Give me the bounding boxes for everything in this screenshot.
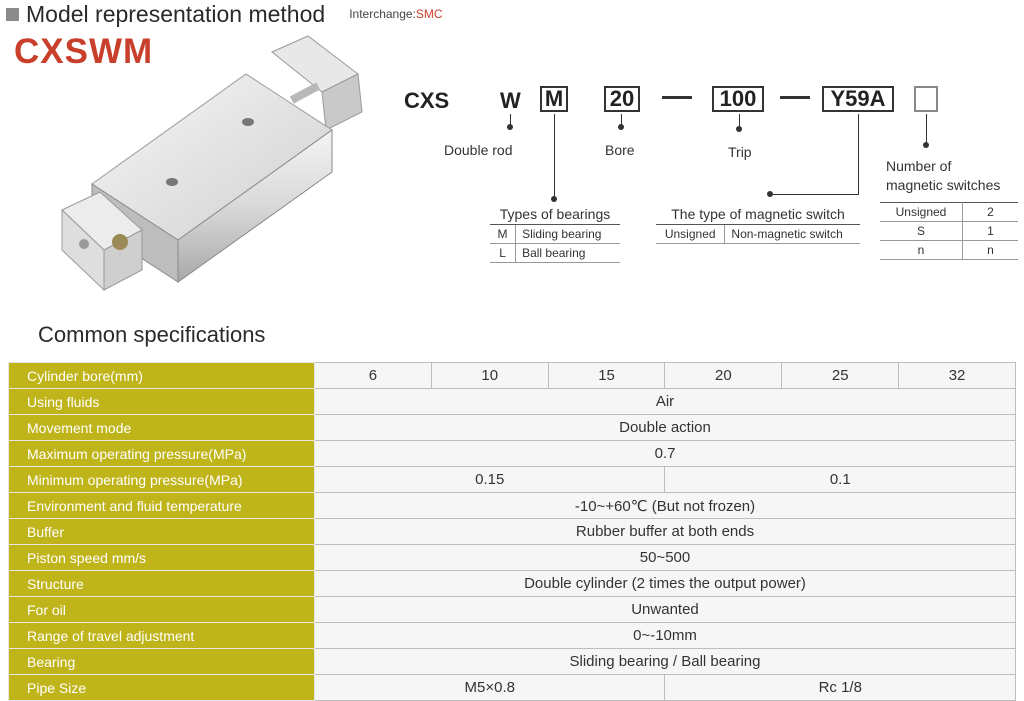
table-row bbox=[9, 415, 1016, 441]
switch-type-table bbox=[656, 204, 860, 244]
spec-label: Range of travel adjustment bbox=[9, 623, 315, 649]
connector-dot bbox=[923, 142, 929, 148]
spec-label: Piston speed mm/s bbox=[9, 545, 315, 571]
bearing-desc: Ball bearing bbox=[516, 244, 620, 263]
table-row bbox=[9, 649, 1016, 675]
spec-value: 0.1 bbox=[665, 467, 1016, 493]
code-dash-1 bbox=[662, 96, 692, 99]
table-row bbox=[9, 545, 1016, 571]
switch-desc: Non-magnetic switch bbox=[725, 225, 860, 244]
spec-value: Rubber buffer at both ends bbox=[315, 519, 1016, 545]
count-value: 1 bbox=[963, 222, 1019, 241]
interchange-label: Interchange: bbox=[349, 7, 416, 21]
bearing-code: M bbox=[490, 225, 516, 244]
switch-code: Unsigned bbox=[656, 225, 725, 244]
table-row bbox=[9, 623, 1016, 649]
bearing-desc: Sliding bearing bbox=[516, 225, 620, 244]
table-row bbox=[9, 597, 1016, 623]
table-row bbox=[880, 203, 1018, 222]
spec-label: Maximum operating pressure(MPa) bbox=[9, 441, 315, 467]
table-row bbox=[490, 225, 620, 244]
count-value: n bbox=[963, 241, 1019, 260]
bore-cell: 15 bbox=[548, 363, 665, 389]
spec-value: 0~-10mm bbox=[315, 623, 1016, 649]
trip-label: Trip bbox=[728, 144, 752, 160]
model-name: CXSWM bbox=[14, 32, 154, 71]
section-header bbox=[6, 0, 443, 28]
table-row bbox=[9, 441, 1016, 467]
spec-label: For oil bbox=[9, 597, 315, 623]
spec-value: Double cylinder (2 times the output power) bbox=[315, 571, 1016, 597]
switch-table-title: The type of magnetic switch bbox=[656, 204, 860, 225]
count-label-2: magnetic switches bbox=[886, 177, 1001, 193]
connector-dot bbox=[736, 126, 742, 132]
spec-label: Movement mode bbox=[9, 415, 315, 441]
spec-value: Unwanted bbox=[315, 597, 1016, 623]
table-row bbox=[9, 363, 1016, 389]
count-code: S bbox=[880, 222, 963, 241]
interchange-note bbox=[349, 7, 442, 21]
spec-value: 0.15 bbox=[315, 467, 665, 493]
spec-label: Structure bbox=[9, 571, 315, 597]
spec-value: 50~500 bbox=[315, 545, 1016, 571]
count-code: Unsigned bbox=[880, 203, 963, 222]
spec-table bbox=[8, 362, 1016, 701]
spec-value: -10~+60℃ (But not frozen) bbox=[315, 493, 1016, 519]
spec-label: Environment and fluid temperature bbox=[9, 493, 315, 519]
code-bore-box: 20 bbox=[604, 86, 640, 112]
table-row bbox=[880, 241, 1018, 260]
bearing-code: L bbox=[490, 244, 516, 263]
spec-label: Using fluids bbox=[9, 389, 315, 415]
specs-title: Common specifications bbox=[38, 322, 266, 347]
bore-cell: 32 bbox=[899, 363, 1016, 389]
spec-label: Cylinder bore(mm) bbox=[9, 363, 315, 389]
table-row bbox=[880, 222, 1018, 241]
table-row bbox=[9, 675, 1016, 701]
code-trip-box: 100 bbox=[712, 86, 764, 112]
spec-label: Buffer bbox=[9, 519, 315, 545]
code-switch-box: Y59A bbox=[822, 86, 894, 112]
table-row bbox=[9, 389, 1016, 415]
connector-dot bbox=[767, 191, 773, 197]
bore-cell: 25 bbox=[782, 363, 899, 389]
spec-label: Minimum operating pressure(MPa) bbox=[9, 467, 315, 493]
spec-label: Bearing bbox=[9, 649, 315, 675]
cylinder-product-image bbox=[40, 34, 380, 304]
bore-label: Bore bbox=[605, 142, 635, 158]
switch-count-table bbox=[880, 202, 1018, 260]
table-row bbox=[9, 519, 1016, 545]
bearing-table-title: Types of bearings bbox=[490, 204, 620, 225]
table-row bbox=[9, 571, 1016, 597]
section-title: Model representation method bbox=[26, 0, 326, 27]
code-bearing-box: M bbox=[540, 86, 568, 112]
bearing-table bbox=[490, 204, 620, 263]
count-code: n bbox=[880, 241, 963, 260]
code-count-box bbox=[914, 86, 938, 112]
table-row bbox=[9, 493, 1016, 519]
connector-dot bbox=[551, 196, 557, 202]
bullet-square-icon bbox=[6, 8, 19, 21]
table-row bbox=[490, 244, 620, 263]
connector-dot bbox=[507, 124, 513, 130]
spec-value: 0.7 bbox=[315, 441, 1016, 467]
spec-value: M5×0.8 bbox=[315, 675, 665, 701]
spec-label: Pipe Size bbox=[9, 675, 315, 701]
connector-dot bbox=[618, 124, 624, 130]
spec-value: Sliding bearing / Ball bearing bbox=[315, 649, 1016, 675]
interchange-value: SMC bbox=[415, 7, 443, 21]
table-row bbox=[9, 467, 1016, 493]
code-prefix: CXS bbox=[404, 88, 450, 113]
connector bbox=[770, 194, 859, 195]
count-value: 2 bbox=[963, 203, 1019, 222]
rod-label: Double rod bbox=[444, 142, 513, 158]
bore-cell: 10 bbox=[431, 363, 548, 389]
bore-cell: 6 bbox=[315, 363, 432, 389]
table-row bbox=[656, 225, 860, 244]
connector bbox=[554, 114, 555, 200]
spec-value: Double action bbox=[315, 415, 1016, 441]
code-dash-2 bbox=[780, 96, 810, 99]
code-rod: W bbox=[500, 88, 521, 113]
bore-cell: 20 bbox=[665, 363, 782, 389]
count-label-1: Number of bbox=[886, 158, 952, 174]
spec-value: Air bbox=[315, 389, 1016, 415]
spec-value: Rc 1/8 bbox=[665, 675, 1016, 701]
connector bbox=[858, 114, 859, 194]
